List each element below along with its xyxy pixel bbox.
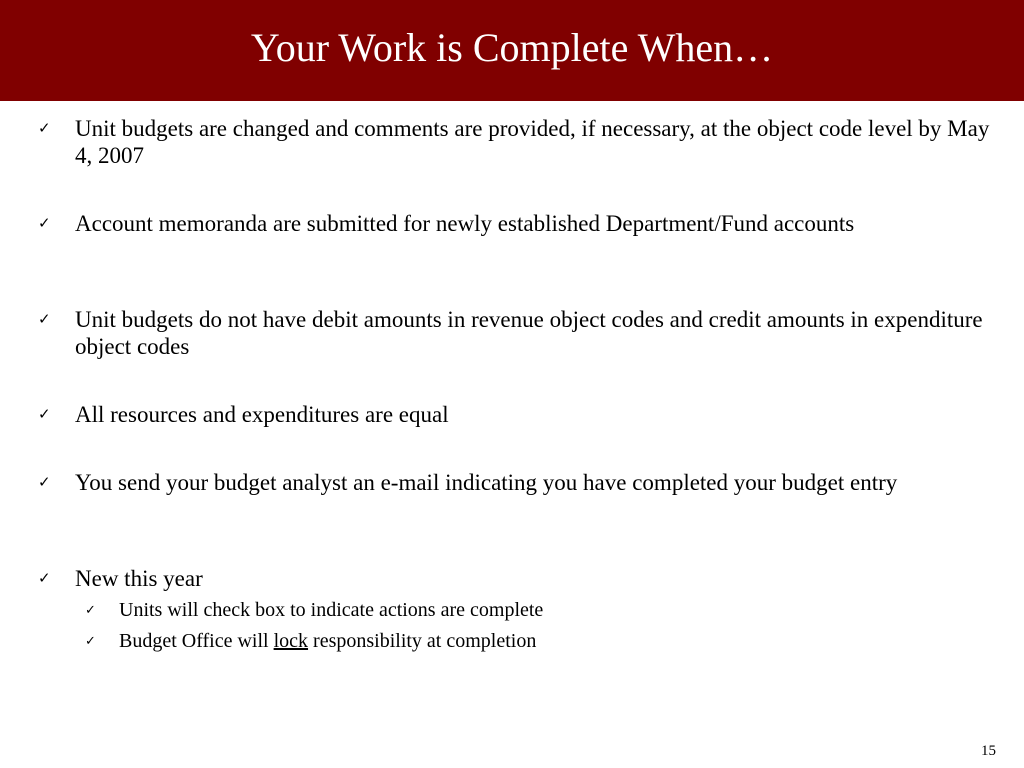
bullet-item: [38, 469, 998, 496]
slide-title: Your Work is Complete When…: [250, 25, 774, 70]
bullet-item: [38, 401, 998, 428]
page-number: 15: [981, 743, 996, 759]
sub-bullet-item: [85, 629, 985, 653]
bullet-item: [38, 306, 998, 360]
sub-bullet-text: [119, 629, 985, 653]
checkmark-icon: ✓: [38, 571, 51, 587]
sub-bullet-text-before: Budget Office will: [119, 630, 274, 652]
sub-bullet-item: [85, 598, 985, 622]
sub-bullet-text: Units will check box to indicate actions are complete: [119, 599, 544, 621]
checkmark-icon: ✓: [38, 312, 51, 328]
checkmark-icon: ✓: [38, 407, 51, 423]
bullet-item: [38, 565, 998, 592]
bullet-text: New this year: [75, 566, 203, 591]
bullet-text: Account memoranda are submitted for newly established Department/Fund accounts: [75, 211, 855, 236]
sub-bullet-text-after: responsibility at completion: [308, 630, 537, 652]
checkmark-icon: ✓: [85, 633, 96, 648]
checkmark-icon: ✓: [85, 602, 96, 617]
bullet-text: Unit budgets do not have debit amounts in revenue object codes and credit amounts in expenditure object codes: [75, 307, 983, 359]
bullet-text: Unit budgets are changed and comments are provided, if necessary, at the object code level by May 4, 2007: [75, 116, 990, 168]
underlined-word: lock: [273, 630, 309, 652]
bullet-text: All resources and expenditures are equal: [75, 402, 449, 427]
bullet-item: [38, 115, 998, 169]
bullet-item: [38, 210, 998, 237]
title-bar: [0, 0, 1024, 101]
checkmark-icon: ✓: [38, 216, 51, 232]
bullet-text: You send your budget analyst an e-mail indicating you have completed your budget entry: [75, 470, 898, 495]
checkmark-icon: ✓: [38, 475, 51, 491]
checkmark-icon: ✓: [38, 121, 51, 137]
